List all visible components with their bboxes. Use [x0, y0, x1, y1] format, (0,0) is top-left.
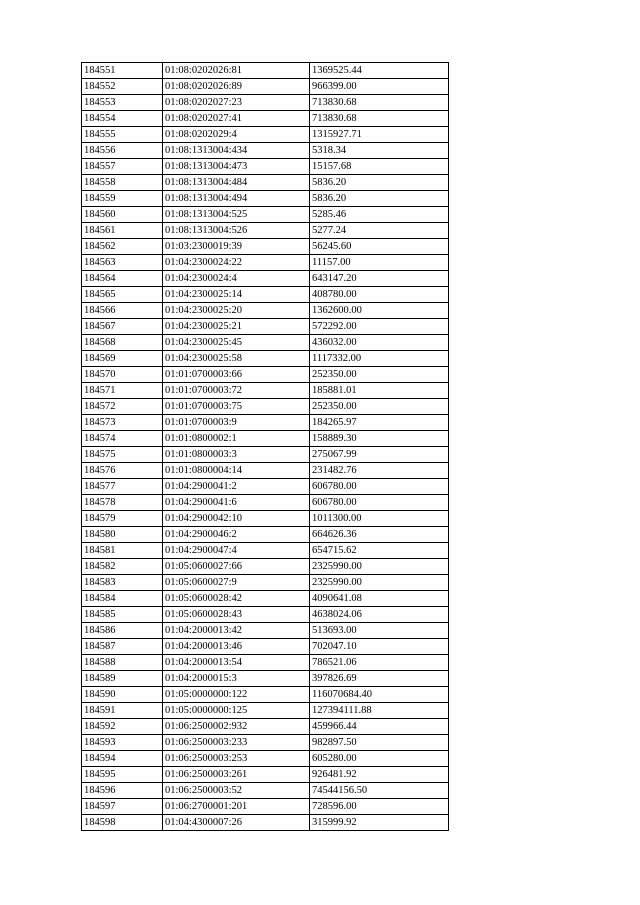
cadastral-number-cell: 01:01:0800002:1: [163, 431, 310, 447]
row-id-cell: 184554: [82, 111, 163, 127]
table-row: [82, 207, 449, 223]
row-id-cell: 184579: [82, 511, 163, 527]
row-id-cell: 184568: [82, 335, 163, 351]
cadastral-number-cell: 01:04:2000013:46: [163, 639, 310, 655]
cadastral-number-cell: 01:06:2500003:253: [163, 751, 310, 767]
row-id-cell: 184567: [82, 319, 163, 335]
table-row: [82, 559, 449, 575]
cadastral-number-cell: 01:06:2700001:201: [163, 799, 310, 815]
table-row: [82, 607, 449, 623]
table-row: [82, 767, 449, 783]
value-cell: 252350.00: [310, 399, 449, 415]
table-row: [82, 351, 449, 367]
row-id-cell: 184551: [82, 63, 163, 79]
row-id-cell: 184578: [82, 495, 163, 511]
cadastral-number-cell: 01:04:2300025:21: [163, 319, 310, 335]
cadastral-number-cell: 01:01:0700003:72: [163, 383, 310, 399]
cadastral-number-cell: 01:04:2900046:2: [163, 527, 310, 543]
table-row: [82, 511, 449, 527]
cadastral-number-cell: 01:08:0202026:89: [163, 79, 310, 95]
value-cell: 4638024.06: [310, 607, 449, 623]
table-row: [82, 383, 449, 399]
table-row: [82, 63, 449, 79]
table-row: [82, 479, 449, 495]
cadastral-number-cell: 01:04:2300025:14: [163, 287, 310, 303]
value-cell: 1011300.00: [310, 511, 449, 527]
value-cell: 1369525.44: [310, 63, 449, 79]
table-row: [82, 271, 449, 287]
cadastral-number-cell: 01:04:2300024:4: [163, 271, 310, 287]
cadastral-number-cell: 01:04:2000013:42: [163, 623, 310, 639]
value-cell: 5285.46: [310, 207, 449, 223]
row-id-cell: 184580: [82, 527, 163, 543]
row-id-cell: 184565: [82, 287, 163, 303]
table-row: [82, 783, 449, 799]
cadastral-number-cell: 01:01:0800004:14: [163, 463, 310, 479]
cadastral-number-cell: 01:08:1313004:526: [163, 223, 310, 239]
table-row: [82, 687, 449, 703]
row-id-cell: 184553: [82, 95, 163, 111]
value-cell: 702047.10: [310, 639, 449, 655]
table-row: [82, 735, 449, 751]
value-cell: 966399.00: [310, 79, 449, 95]
value-cell: 127394111.88: [310, 703, 449, 719]
value-cell: 252350.00: [310, 367, 449, 383]
row-id-cell: 184595: [82, 767, 163, 783]
value-cell: 5836.20: [310, 175, 449, 191]
table-row: [82, 495, 449, 511]
cadastral-number-cell: 01:08:0202029:4: [163, 127, 310, 143]
row-id-cell: 184569: [82, 351, 163, 367]
table-row: [82, 703, 449, 719]
cadastral-number-cell: 01:05:0000000:125: [163, 703, 310, 719]
table-row: [82, 159, 449, 175]
table-row: [82, 591, 449, 607]
cadastral-number-cell: 01:05:0600028:42: [163, 591, 310, 607]
row-id-cell: 184597: [82, 799, 163, 815]
value-cell: 315999.92: [310, 815, 449, 831]
row-id-cell: 184592: [82, 719, 163, 735]
cadastral-number-cell: 01:08:1313004:434: [163, 143, 310, 159]
value-cell: 2325990.00: [310, 559, 449, 575]
value-cell: 15157.68: [310, 159, 449, 175]
row-id-cell: 184556: [82, 143, 163, 159]
row-id-cell: 184562: [82, 239, 163, 255]
table-body: [82, 63, 449, 831]
cadastral-number-cell: 01:08:1313004:525: [163, 207, 310, 223]
cadastral-number-cell: 01:06:2500003:233: [163, 735, 310, 751]
table-row: [82, 127, 449, 143]
cadastral-number-cell: 01:08:0202027:23: [163, 95, 310, 111]
row-id-cell: 184559: [82, 191, 163, 207]
value-cell: 572292.00: [310, 319, 449, 335]
row-id-cell: 184560: [82, 207, 163, 223]
row-id-cell: 184585: [82, 607, 163, 623]
cadastral-number-cell: 01:04:2900047:4: [163, 543, 310, 559]
value-cell: 926481.92: [310, 767, 449, 783]
table-row: [82, 111, 449, 127]
cadastral-number-cell: 01:01:0700003:66: [163, 367, 310, 383]
value-cell: 713830.68: [310, 111, 449, 127]
row-id-cell: 184588: [82, 655, 163, 671]
row-id-cell: 184591: [82, 703, 163, 719]
cadastral-number-cell: 01:04:2900042:10: [163, 511, 310, 527]
table-row: [82, 239, 449, 255]
table-row: [82, 527, 449, 543]
row-id-cell: 184577: [82, 479, 163, 495]
value-cell: 436032.00: [310, 335, 449, 351]
row-id-cell: 184573: [82, 415, 163, 431]
cadastral-number-cell: 01:08:1313004:484: [163, 175, 310, 191]
cadastral-number-cell: 01:08:1313004:494: [163, 191, 310, 207]
table-row: [82, 751, 449, 767]
value-cell: 4090641.08: [310, 591, 449, 607]
value-cell: 664626.36: [310, 527, 449, 543]
table-row: [82, 287, 449, 303]
cadastral-number-cell: 01:04:2300024:22: [163, 255, 310, 271]
row-id-cell: 184582: [82, 559, 163, 575]
value-cell: 5836.20: [310, 191, 449, 207]
cadastral-number-cell: 01:08:0202027:41: [163, 111, 310, 127]
value-cell: 643147.20: [310, 271, 449, 287]
cadastral-number-cell: 01:04:2300025:58: [163, 351, 310, 367]
row-id-cell: 184564: [82, 271, 163, 287]
table-row: [82, 223, 449, 239]
value-cell: 2325990.00: [310, 575, 449, 591]
cadastral-number-cell: 01:04:4300007:26: [163, 815, 310, 831]
row-id-cell: 184590: [82, 687, 163, 703]
cadastral-number-cell: 01:06:2500003:52: [163, 783, 310, 799]
row-id-cell: 184575: [82, 447, 163, 463]
table-row: [82, 463, 449, 479]
table-row: [82, 367, 449, 383]
value-cell: 786521.06: [310, 655, 449, 671]
row-id-cell: 184596: [82, 783, 163, 799]
value-cell: 1117332.00: [310, 351, 449, 367]
row-id-cell: 184583: [82, 575, 163, 591]
row-id-cell: 184593: [82, 735, 163, 751]
row-id-cell: 184552: [82, 79, 163, 95]
value-cell: 185881.01: [310, 383, 449, 399]
cadastral-number-cell: 01:05:0600028:43: [163, 607, 310, 623]
value-cell: 11157.00: [310, 255, 449, 271]
value-cell: 397826.69: [310, 671, 449, 687]
value-cell: 275067.99: [310, 447, 449, 463]
table-row: [82, 143, 449, 159]
table-row: [82, 255, 449, 271]
value-cell: 116070684.40: [310, 687, 449, 703]
value-cell: 5318.34: [310, 143, 449, 159]
table-row: [82, 335, 449, 351]
row-id-cell: 184586: [82, 623, 163, 639]
value-cell: 459966.44: [310, 719, 449, 735]
data-table: [81, 62, 449, 831]
row-id-cell: 184574: [82, 431, 163, 447]
value-cell: 184265.97: [310, 415, 449, 431]
cadastral-number-cell: 01:04:2300025:45: [163, 335, 310, 351]
row-id-cell: 184558: [82, 175, 163, 191]
cadastral-number-cell: 01:04:2900041:6: [163, 495, 310, 511]
cadastral-number-cell: 01:03:2300019:39: [163, 239, 310, 255]
row-id-cell: 184584: [82, 591, 163, 607]
table-row: [82, 447, 449, 463]
value-cell: 606780.00: [310, 479, 449, 495]
table-row: [82, 95, 449, 111]
cadastral-number-cell: 01:04:2300025:20: [163, 303, 310, 319]
table-row: [82, 575, 449, 591]
row-id-cell: 184576: [82, 463, 163, 479]
cadastral-number-cell: 01:05:0000000:122: [163, 687, 310, 703]
cadastral-number-cell: 01:01:0700003:9: [163, 415, 310, 431]
row-id-cell: 184563: [82, 255, 163, 271]
cadastral-number-cell: 01:08:1313004:473: [163, 159, 310, 175]
value-cell: 408780.00: [310, 287, 449, 303]
cadastral-number-cell: 01:01:0700003:75: [163, 399, 310, 415]
table-row: [82, 303, 449, 319]
table-row: [82, 655, 449, 671]
row-id-cell: 184581: [82, 543, 163, 559]
table-row: [82, 815, 449, 831]
value-cell: 982897.50: [310, 735, 449, 751]
cadastral-number-cell: 01:05:0600027:9: [163, 575, 310, 591]
table-row: [82, 319, 449, 335]
row-id-cell: 184571: [82, 383, 163, 399]
table-row: [82, 639, 449, 655]
table-row: [82, 719, 449, 735]
cadastral-number-cell: 01:04:2900041:2: [163, 479, 310, 495]
table-row: [82, 175, 449, 191]
value-cell: 1315927.71: [310, 127, 449, 143]
value-cell: 606780.00: [310, 495, 449, 511]
table-row: [82, 79, 449, 95]
value-cell: 5277.24: [310, 223, 449, 239]
cadastral-number-cell: 01:06:2500002:932: [163, 719, 310, 735]
row-id-cell: 184598: [82, 815, 163, 831]
row-id-cell: 184594: [82, 751, 163, 767]
cadastral-number-cell: 01:06:2500003:261: [163, 767, 310, 783]
value-cell: 713830.68: [310, 95, 449, 111]
row-id-cell: 184555: [82, 127, 163, 143]
cadastral-number-cell: 01:05:0600027:66: [163, 559, 310, 575]
row-id-cell: 184572: [82, 399, 163, 415]
value-cell: 605280.00: [310, 751, 449, 767]
table-row: [82, 415, 449, 431]
row-id-cell: 184557: [82, 159, 163, 175]
table-row: [82, 623, 449, 639]
table-row: [82, 191, 449, 207]
value-cell: 654715.62: [310, 543, 449, 559]
row-id-cell: 184570: [82, 367, 163, 383]
value-cell: 56245.60: [310, 239, 449, 255]
row-id-cell: 184589: [82, 671, 163, 687]
row-id-cell: 184566: [82, 303, 163, 319]
row-id-cell: 184587: [82, 639, 163, 655]
table-row: [82, 431, 449, 447]
table-row: [82, 399, 449, 415]
cadastral-number-cell: 01:01:0800003:3: [163, 447, 310, 463]
table-row: [82, 671, 449, 687]
cadastral-number-cell: 01:04:2000015:3: [163, 671, 310, 687]
cadastral-number-cell: 01:08:0202026:81: [163, 63, 310, 79]
value-cell: 513693.00: [310, 623, 449, 639]
table-row: [82, 799, 449, 815]
value-cell: 1362600.00: [310, 303, 449, 319]
value-cell: 74544156.50: [310, 783, 449, 799]
cadastral-number-cell: 01:04:2000013:54: [163, 655, 310, 671]
table-row: [82, 543, 449, 559]
value-cell: 728596.00: [310, 799, 449, 815]
value-cell: 231482.76: [310, 463, 449, 479]
row-id-cell: 184561: [82, 223, 163, 239]
value-cell: 158889.30: [310, 431, 449, 447]
